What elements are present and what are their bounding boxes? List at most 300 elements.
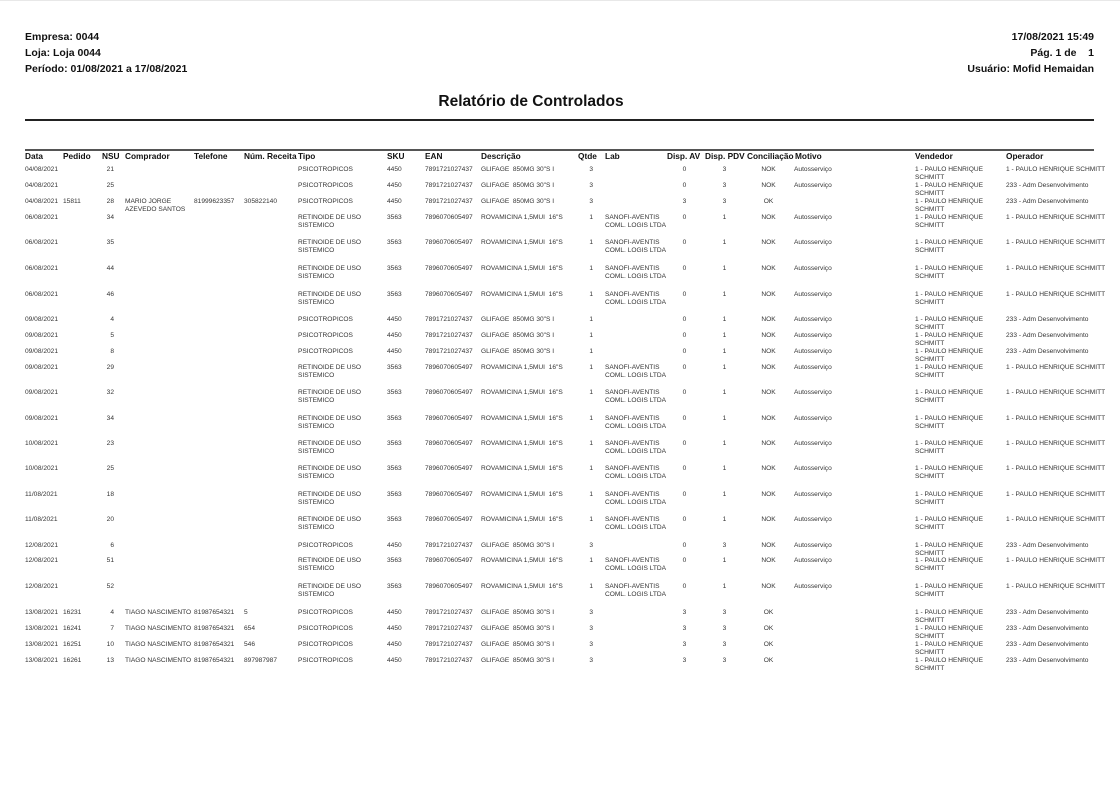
cell-qtde: 1 (589, 465, 593, 472)
col-header-receita: Núm. Receita (244, 151, 297, 161)
cell-vendedor: 1 - PAULO HENRIQUE SCHMITT (915, 166, 984, 182)
cell-disp-av: 0 (682, 182, 687, 189)
cell-disp-pdv: 1 (722, 214, 727, 221)
cell-operador: 1 - PAULO HENRIQUE SCHMITT (1006, 166, 1106, 173)
cell-tipo: PSICOTROPICOS (298, 657, 353, 664)
cell-motivo: Autosserviço (794, 491, 832, 498)
cell-data: 10/08/2021 (25, 440, 59, 447)
col-header-disp-pdv: Disp. PDV (705, 151, 745, 161)
cell-telefone: 81987654321 (194, 641, 235, 648)
report-title: Relatório de Controlados (438, 93, 624, 110)
cell-disp-pdv: 1 (722, 491, 727, 498)
cell-disp-pdv: 1 (722, 239, 727, 246)
cell-disp-pdv: 1 (722, 316, 727, 323)
col-header-sku: SKU (387, 151, 405, 161)
col-header-conciliacao: Conciliação (747, 151, 794, 161)
cell-sku: 4450 (387, 316, 402, 323)
cell-operador: 233 - Adm Desenvolvimento (1006, 182, 1089, 189)
cell-qtde: 3 (589, 657, 593, 664)
cell-tipo: RETINOIDE DE USO SISTEMICO (298, 491, 362, 507)
cell-operador: 1 - PAULO HENRIQUE SCHMITT (1006, 291, 1106, 298)
cell-conciliacao: NOK (761, 332, 776, 339)
cell-motivo: Autosserviço (794, 557, 832, 564)
cell-disp-av: 3 (682, 641, 687, 648)
cell-conciliacao: NOK (761, 491, 776, 498)
cell-vendedor: 1 - PAULO HENRIQUE SCHMITT (915, 364, 984, 380)
cell-descricao: GLIFAGE 850MG 30"S I (481, 332, 555, 339)
cell-telefone: 81987654321 (194, 657, 235, 664)
cell-operador: 233 - Adm Desenvolvimento (1006, 332, 1089, 339)
cell-disp-pdv: 3 (722, 609, 727, 616)
cell-qtde: 1 (589, 214, 593, 221)
cell-disp-pdv: 1 (722, 583, 727, 590)
cell-ean: 7891721027437 (425, 625, 473, 632)
cell-disp-av: 0 (682, 491, 687, 498)
cell-data: 04/08/2021 (25, 182, 59, 189)
cell-operador: 1 - PAULO HENRIQUE SCHMITT (1006, 265, 1106, 272)
cell-vendedor: 1 - PAULO HENRIQUE SCHMITT (915, 465, 984, 481)
cell-sku: 4450 (387, 641, 402, 648)
cell-comprador: MARIO JORGE AZEVEDO SANTOS (125, 198, 186, 214)
cell-vendedor: 1 - PAULO HENRIQUE SCHMITT (915, 239, 984, 255)
col-header-pedido: Pedido (63, 151, 91, 161)
cell-conciliacao: NOK (761, 316, 776, 323)
cell-tipo: PSICOTROPICOS (298, 625, 353, 632)
cell-disp-av: 0 (682, 415, 687, 422)
cell-tipo: RETINOIDE DE USO SISTEMICO (298, 364, 362, 380)
cell-motivo: Autosserviço (794, 265, 832, 272)
cell-sku: 3563 (387, 583, 402, 590)
cell-qtde: 1 (589, 491, 593, 498)
cell-motivo: Autosserviço (794, 316, 832, 323)
cell-data: 06/08/2021 (25, 291, 59, 298)
cell-conciliacao: NOK (761, 415, 776, 422)
cell-motivo: Autosserviço (794, 389, 832, 396)
cell-conciliacao: NOK (761, 440, 776, 447)
cell-disp-pdv: 1 (722, 516, 727, 523)
col-header-nsu: NSU (102, 151, 120, 161)
cell-tipo: PSICOTROPICOS (298, 316, 353, 323)
cell-pedido: 15811 (63, 198, 81, 205)
cell-descricao: GLIFAGE 850MG 30"S I (481, 348, 555, 355)
cell-vendedor: 1 - PAULO HENRIQUE SCHMITT (915, 265, 984, 281)
col-header-vendedor: Vendedor (915, 151, 953, 161)
cell-operador: 1 - PAULO HENRIQUE SCHMITT (1006, 583, 1106, 590)
cell-data: 11/08/2021 (25, 516, 58, 523)
cell-operador: 1 - PAULO HENRIQUE SCHMITT (1006, 440, 1106, 447)
cell-disp-av: 3 (682, 657, 687, 664)
cell-vendedor: 1 - PAULO HENRIQUE SCHMITT (915, 316, 984, 332)
cell-ean: 7896070605497 (425, 239, 473, 246)
cell-lab: SANOFI-AVENTIS COML. LOGIS LTDA (605, 516, 667, 532)
col-header-tipo: Tipo (298, 151, 316, 161)
cell-conciliacao: NOK (761, 516, 776, 523)
cell-ean: 7891721027437 (425, 609, 473, 616)
cell-conciliacao: NOK (761, 465, 776, 472)
cell-disp-pdv: 3 (722, 166, 727, 173)
cell-disp-av: 0 (682, 316, 687, 323)
cell-sku: 3563 (387, 516, 402, 523)
cell-ean: 7896070605497 (425, 291, 473, 298)
col-header-data: Data (25, 151, 43, 161)
cell-ean: 7896070605497 (425, 516, 473, 523)
cell-disp-av: 0 (682, 557, 687, 564)
periodo-label: Período: 01/08/2021 a 17/08/2021 (25, 63, 188, 75)
cell-motivo: Autosserviço (794, 583, 832, 590)
cell-operador: 1 - PAULO HENRIQUE SCHMITT (1006, 214, 1106, 221)
cell-nsu: 6 (110, 542, 114, 549)
title-divider (25, 119, 1094, 121)
cell-nsu: 4 (110, 316, 114, 323)
cell-ean: 7891721027437 (425, 332, 473, 339)
cell-sku: 3563 (387, 239, 402, 246)
cell-ean: 7896070605497 (425, 265, 473, 272)
cell-disp-pdv: 3 (722, 641, 727, 648)
cell-tipo: PSICOTROPICOS (298, 332, 353, 339)
cell-operador: 1 - PAULO HENRIQUE SCHMITT (1006, 557, 1106, 564)
cell-data: 09/08/2021 (25, 332, 59, 339)
cell-vendedor: 1 - PAULO HENRIQUE SCHMITT (915, 542, 984, 558)
cell-disp-pdv: 1 (722, 557, 727, 564)
cell-tipo: RETINOIDE DE USO SISTEMICO (298, 583, 362, 599)
cell-receita: 5 (244, 609, 248, 616)
cell-tipo: RETINOIDE DE USO SISTEMICO (298, 440, 362, 456)
cell-motivo: Autosserviço (794, 465, 832, 472)
cell-motivo: Autosserviço (794, 182, 832, 189)
cell-receita: 897987987 (244, 657, 278, 664)
cell-comprador: TIAGO NASCIMENTO (125, 657, 192, 664)
cell-sku: 3563 (387, 364, 402, 371)
cell-ean: 7891721027437 (425, 166, 473, 173)
cell-conciliacao: NOK (761, 583, 776, 590)
cell-descricao: ROVAMICINA 1,5MUI 16"S (481, 583, 563, 590)
cell-qtde: 1 (589, 265, 593, 272)
cell-disp-pdv: 3 (722, 657, 727, 664)
cell-lab: SANOFI-AVENTIS COML. LOGIS LTDA (605, 557, 667, 573)
cell-nsu: 13 (106, 657, 114, 664)
cell-disp-av: 0 (682, 583, 687, 590)
cell-conciliacao: NOK (761, 166, 776, 173)
cell-nsu: 25 (106, 182, 114, 189)
cell-operador: 233 - Adm Desenvolvimento (1006, 316, 1089, 323)
cell-qtde: 3 (589, 625, 593, 632)
cell-vendedor: 1 - PAULO HENRIQUE SCHMITT (915, 389, 984, 405)
cell-tipo: PSICOTROPICOS (298, 198, 353, 205)
cell-tipo: RETINOIDE DE USO SISTEMICO (298, 239, 362, 255)
cell-disp-pdv: 3 (722, 542, 727, 549)
cell-lab: SANOFI-AVENTIS COML. LOGIS LTDA (605, 364, 667, 380)
empresa-label: Empresa: 0044 (25, 31, 100, 43)
cell-data: 09/08/2021 (25, 415, 59, 422)
cell-descricao: GLIFAGE 850MG 30"S I (481, 542, 555, 549)
cell-data: 12/08/2021 (25, 542, 59, 549)
report-header-left (25, 29, 187, 77)
cell-qtde: 1 (589, 516, 593, 523)
cell-motivo: Autosserviço (794, 291, 832, 298)
cell-ean: 7896070605497 (425, 214, 473, 221)
cell-operador: 1 - PAULO HENRIQUE SCHMITT (1006, 516, 1106, 523)
cell-descricao: GLIFAGE 850MG 30"S I (481, 641, 555, 648)
cell-conciliacao: NOK (761, 182, 776, 189)
cell-disp-av: 0 (682, 389, 687, 396)
cell-disp-av: 0 (682, 440, 687, 447)
cell-data: 09/08/2021 (25, 364, 59, 371)
col-header-disp-av: Disp. AV (667, 151, 701, 161)
cell-disp-pdv: 1 (722, 465, 727, 472)
cell-vendedor: 1 - PAULO HENRIQUE SCHMITT (915, 625, 984, 641)
cell-data: 09/08/2021 (25, 348, 59, 355)
loja-label: Loja: Loja 0044 (25, 47, 101, 59)
cell-disp-pdv: 1 (722, 348, 727, 355)
cell-tipo: PSICOTROPICOS (298, 166, 353, 173)
cell-qtde: 1 (589, 557, 593, 564)
cell-tipo: RETINOIDE DE USO SISTEMICO (298, 557, 362, 573)
cell-disp-av: 0 (682, 166, 687, 173)
cell-vendedor: 1 - PAULO HENRIQUE SCHMITT (915, 332, 984, 348)
cell-qtde: 1 (589, 332, 593, 339)
cell-descricao: GLIFAGE 850MG 30"S I (481, 166, 555, 173)
cell-data: 10/08/2021 (25, 465, 59, 472)
usuario-label: Usuário: Mofid Hemaidan (967, 63, 1094, 75)
cell-ean: 7891721027437 (425, 182, 473, 189)
cell-disp-pdv: 1 (722, 265, 727, 272)
cell-receita: 546 (244, 641, 256, 648)
cell-ean: 7896070605497 (425, 465, 473, 472)
cell-conciliacao: NOK (761, 542, 776, 549)
cell-qtde: 1 (589, 364, 593, 371)
cell-conciliacao: OK (763, 198, 774, 205)
cell-lab: SANOFI-AVENTIS COML. LOGIS LTDA (605, 389, 667, 405)
cell-disp-av: 0 (682, 332, 687, 339)
col-header-lab: Lab (605, 151, 620, 161)
cell-motivo: Autosserviço (794, 516, 832, 523)
cell-operador: 233 - Adm Desenvolvimento (1006, 542, 1089, 549)
cell-sku: 3563 (387, 214, 402, 221)
cell-lab: SANOFI-AVENTIS COML. LOGIS LTDA (605, 214, 667, 230)
cell-sku: 4450 (387, 182, 402, 189)
cell-disp-pdv: 1 (722, 440, 727, 447)
cell-pedido: 16241 (63, 625, 82, 632)
cell-sku: 4450 (387, 348, 402, 355)
cell-vendedor: 1 - PAULO HENRIQUE SCHMITT (915, 583, 984, 599)
cell-lab: SANOFI-AVENTIS COML. LOGIS LTDA (605, 465, 667, 481)
cell-ean: 7896070605497 (425, 491, 473, 498)
cell-descricao: GLIFAGE 850MG 30"S I (481, 657, 555, 664)
col-header-qtde: Qtde (578, 151, 597, 161)
cell-operador: 233 - Adm Desenvolvimento (1006, 657, 1089, 664)
cell-telefone: 81987654321 (194, 625, 235, 632)
col-header-operador: Operador (1006, 151, 1044, 161)
cell-qtde: 1 (589, 583, 593, 590)
col-header-motivo: Motivo (795, 151, 822, 161)
cell-telefone: 81999623357 (194, 198, 235, 205)
cell-data: 06/08/2021 (25, 239, 59, 246)
cell-qtde: 1 (589, 291, 593, 298)
cell-conciliacao: OK (763, 657, 774, 664)
cell-tipo: PSICOTROPICOS (298, 641, 353, 648)
report-header-right (967, 29, 1094, 77)
cell-qtde: 3 (589, 641, 593, 648)
cell-vendedor: 1 - PAULO HENRIQUE SCHMITT (915, 415, 984, 431)
cell-operador: 1 - PAULO HENRIQUE SCHMITT (1006, 364, 1106, 371)
cell-data: 13/08/2021 (25, 657, 59, 664)
cell-motivo: Autosserviço (794, 542, 832, 549)
cell-receita: 305822140 (244, 198, 278, 205)
cell-ean: 7891721027437 (425, 198, 473, 205)
cell-conciliacao: NOK (761, 557, 776, 564)
cell-nsu: 52 (106, 583, 114, 590)
cell-qtde: 1 (589, 348, 593, 355)
cell-disp-av: 0 (682, 364, 687, 371)
cell-sku: 3563 (387, 291, 402, 298)
cell-disp-pdv: 1 (722, 389, 727, 396)
cell-descricao: ROVAMICINA 1,5MUI 16"S (481, 557, 563, 564)
cell-descricao: ROVAMICINA 1,5MUI 16"S (481, 491, 563, 498)
cell-sku: 4450 (387, 166, 402, 173)
cell-conciliacao: OK (763, 625, 774, 632)
cell-vendedor: 1 - PAULO HENRIQUE SCHMITT (915, 557, 984, 573)
cell-qtde: 3 (589, 182, 593, 189)
cell-operador: 233 - Adm Desenvolvimento (1006, 625, 1089, 632)
cell-data: 11/08/2021 (25, 491, 58, 498)
cell-motivo: Autosserviço (794, 440, 832, 447)
cell-data: 04/08/2021 (25, 166, 59, 173)
cell-motivo: Autosserviço (794, 364, 832, 371)
cell-motivo: Autosserviço (794, 348, 832, 355)
cell-conciliacao: NOK (761, 239, 776, 246)
cell-tipo: PSICOTROPICOS (298, 348, 353, 355)
cell-operador: 233 - Adm Desenvolvimento (1006, 609, 1089, 616)
cell-nsu: 21 (106, 166, 114, 173)
cell-nsu: 18 (106, 491, 114, 498)
cell-ean: 7891721027437 (425, 641, 473, 648)
cell-descricao: ROVAMICINA 1,5MUI 16"S (481, 415, 563, 422)
cell-ean: 7896070605497 (425, 583, 473, 590)
cell-pedido: 16261 (63, 657, 82, 664)
cell-tipo: RETINOIDE DE USO SISTEMICO (298, 465, 362, 481)
cell-data: 13/08/2021 (25, 641, 59, 648)
cell-vendedor: 1 - PAULO HENRIQUE SCHMITT (915, 348, 984, 364)
cell-lab: SANOFI-AVENTIS COML. LOGIS LTDA (605, 440, 667, 456)
cell-data: 13/08/2021 (25, 625, 59, 632)
cell-disp-av: 0 (682, 516, 687, 523)
cell-ean: 7896070605497 (425, 440, 473, 447)
cell-descricao: GLIFAGE 850MG 30"S I (481, 182, 555, 189)
cell-conciliacao: NOK (761, 348, 776, 355)
cell-ean: 7891721027437 (425, 316, 473, 323)
cell-nsu: 28 (106, 198, 114, 205)
cell-vendedor: 1 - PAULO HENRIQUE SCHMITT (915, 291, 984, 307)
cell-sku: 3563 (387, 265, 402, 272)
cell-tipo: PSICOTROPICOS (298, 182, 353, 189)
cell-sku: 4450 (387, 657, 402, 664)
cell-conciliacao: NOK (761, 291, 776, 298)
cell-disp-pdv: 1 (722, 291, 727, 298)
cell-nsu: 25 (106, 465, 114, 472)
cell-disp-av: 0 (682, 265, 687, 272)
page-number: Pág. 1 de 1 (1030, 47, 1094, 59)
cell-data: 09/08/2021 (25, 316, 59, 323)
cell-comprador: TIAGO NASCIMENTO (125, 625, 192, 632)
cell-lab: SANOFI-AVENTIS COML. LOGIS LTDA (605, 291, 667, 307)
cell-comprador: TIAGO NASCIMENTO (125, 609, 192, 616)
cell-descricao: ROVAMICINA 1,5MUI 16"S (481, 440, 563, 447)
cell-disp-av: 3 (682, 609, 687, 616)
cell-nsu: 46 (106, 291, 114, 298)
cell-disp-pdv: 1 (722, 364, 727, 371)
cell-data: 06/08/2021 (25, 265, 59, 272)
cell-motivo: Autosserviço (794, 239, 832, 246)
cell-disp-pdv: 3 (722, 182, 727, 189)
cell-tipo: RETINOIDE DE USO SISTEMICO (298, 516, 362, 532)
cell-pedido: 16251 (63, 641, 82, 648)
cell-motivo: Autosserviço (794, 214, 832, 221)
cell-ean: 7896070605497 (425, 415, 473, 422)
cell-ean: 7896070605497 (425, 389, 473, 396)
cell-operador: 1 - PAULO HENRIQUE SCHMITT (1006, 415, 1106, 422)
cell-lab: SANOFI-AVENTIS COML. LOGIS LTDA (605, 265, 667, 281)
cell-nsu: 34 (106, 415, 114, 422)
cell-disp-pdv: 1 (722, 332, 727, 339)
report-datetime: 17/08/2021 15:49 (1011, 31, 1094, 43)
cell-data: 09/08/2021 (25, 389, 59, 396)
cell-nsu: 29 (106, 364, 114, 371)
cell-sku: 3563 (387, 389, 402, 396)
cell-ean: 7891721027437 (425, 657, 473, 664)
cell-nsu: 8 (110, 348, 114, 355)
cell-qtde: 1 (589, 440, 593, 447)
cell-nsu: 44 (106, 265, 114, 272)
cell-disp-av: 0 (682, 348, 687, 355)
cell-vendedor: 1 - PAULO HENRIQUE SCHMITT (915, 609, 984, 625)
cell-qtde: 3 (589, 542, 593, 549)
cell-descricao: GLIFAGE 850MG 30"S I (481, 625, 555, 632)
cell-descricao: GLIFAGE 850MG 30"S I (481, 316, 555, 323)
cell-sku: 3563 (387, 440, 402, 447)
cell-ean: 7891721027437 (425, 542, 473, 549)
cell-motivo: Autosserviço (794, 415, 832, 422)
cell-data: 06/08/2021 (25, 214, 59, 221)
cell-conciliacao: NOK (761, 265, 776, 272)
cell-ean: 7896070605497 (425, 364, 473, 371)
cell-operador: 233 - Adm Desenvolvimento (1006, 641, 1089, 648)
cell-qtde: 3 (589, 609, 593, 616)
cell-tipo: RETINOIDE DE USO SISTEMICO (298, 389, 362, 405)
cell-operador: 1 - PAULO HENRIQUE SCHMITT (1006, 239, 1106, 246)
cell-descricao: ROVAMICINA 1,5MUI 16"S (481, 389, 563, 396)
cell-sku: 4450 (387, 542, 402, 549)
cell-conciliacao: OK (763, 641, 774, 648)
cell-ean: 7896070605497 (425, 557, 473, 564)
cell-lab: SANOFI-AVENTIS COML. LOGIS LTDA (605, 239, 667, 255)
cell-pedido: 16231 (63, 609, 82, 616)
table-header (0, 151, 1120, 163)
cell-nsu: 23 (106, 440, 114, 447)
page-top-border (0, 0, 1120, 1)
cell-disp-av: 0 (682, 239, 687, 246)
cell-disp-av: 0 (682, 291, 687, 298)
col-header-ean: EAN (425, 151, 443, 161)
cell-descricao: ROVAMICINA 1,5MUI 16"S (481, 465, 563, 472)
cell-disp-av: 0 (682, 465, 687, 472)
cell-qtde: 3 (589, 198, 593, 205)
cell-qtde: 1 (589, 239, 593, 246)
cell-sku: 3563 (387, 465, 402, 472)
col-header-telefone: Telefone (194, 151, 228, 161)
cell-descricao: GLIFAGE 850MG 30"S I (481, 609, 555, 616)
cell-data: 12/08/2021 (25, 557, 59, 564)
cell-operador: 1 - PAULO HENRIQUE SCHMITT (1006, 465, 1106, 472)
